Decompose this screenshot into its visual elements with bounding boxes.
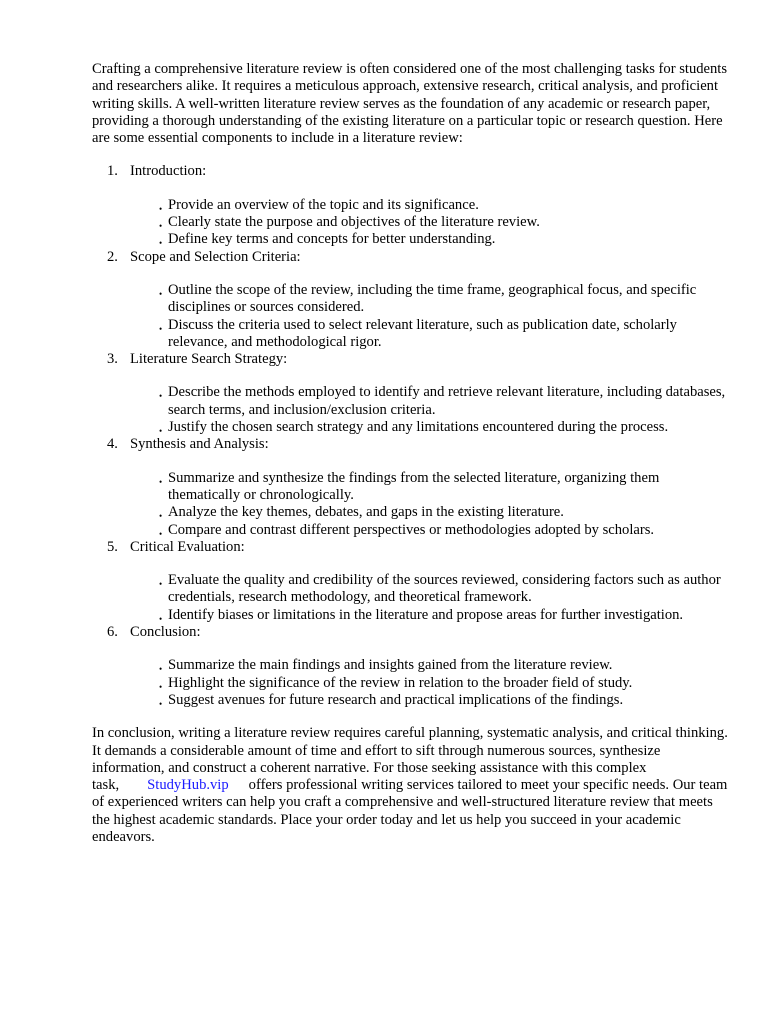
bullet-list	[92, 572, 728, 624]
bullet-icon: •	[159, 511, 163, 522]
section-title: Conclusion:	[130, 624, 201, 641]
list-item	[159, 657, 728, 675]
section-number: 4.	[107, 436, 118, 453]
section-heading	[92, 351, 728, 368]
section-number: 1.	[107, 163, 118, 180]
list-item-text: Discuss the criteria used to select relevant literature, such as publication date, scholarly relevance, and methodological rigor.	[168, 316, 677, 350]
bullet-icon: •	[159, 528, 163, 539]
list-item	[159, 572, 728, 607]
section-title: Critical Evaluation:	[130, 538, 245, 555]
bullet-icon: •	[159, 698, 163, 709]
section-number: 5.	[107, 538, 118, 555]
bullet-list	[92, 470, 728, 539]
closing-text-before-link: In conclusion, writing a literature review requires careful planning, systematic analysis, and critical thinking. It demands a considerable amount of time and effort to sift through numerous sources, synthesize information, and construct a coherent narrative. For those seeking assistance with this complex task,	[92, 725, 728, 794]
section-heading	[92, 624, 728, 641]
list-item	[159, 316, 728, 352]
list-item-text: Provide an overview of the topic and its significance.	[168, 196, 479, 213]
list-item	[159, 419, 728, 437]
section-number: 6.	[107, 624, 118, 641]
bullet-icon: •	[159, 288, 163, 299]
list-item	[159, 196, 728, 214]
bullet-icon: •	[159, 664, 163, 675]
list-item	[159, 214, 728, 232]
list-item-text: Define key terms and concepts for better understanding.	[168, 231, 496, 248]
list-item	[159, 606, 728, 624]
section-title: Scope and Selection Criteria:	[130, 248, 301, 265]
list-item-text: Outline the scope of the review, including the time frame, geographical focus, and specific disciplines or sources considered.	[168, 281, 697, 316]
list-item-text: Highlight the significance of the review in relation to the broader field of study.	[168, 674, 633, 691]
section-conclusion	[92, 624, 728, 709]
list-item-text: Identify biases or limitations in the literature and propose areas for further investigation.	[168, 606, 684, 623]
bullet-icon: •	[159, 221, 163, 232]
section-scope	[92, 249, 728, 351]
section-critical-evaluation	[92, 539, 728, 624]
document-page	[92, 61, 728, 846]
list-item-text: Describe the methods employed to identify and retrieve relevant literature, including databases, search terms, and inclusion/exclusion criteria.	[168, 384, 726, 418]
list-item	[159, 691, 728, 709]
bullet-icon: •	[159, 579, 163, 590]
list-item-text: Summarize the main findings and insights gained from the literature review.	[168, 657, 613, 674]
list-item-text: Suggest avenues for future research and practical implications of the findings.	[168, 691, 624, 708]
section-search-strategy	[92, 351, 728, 436]
bullet-list	[92, 384, 728, 436]
closing-paragraph	[92, 725, 728, 846]
list-item-text: Justify the chosen search strategy and any limitations encountered during the process.	[168, 419, 669, 436]
studyhub-link[interactable]: StudyHub.vip	[147, 777, 229, 794]
section-title: Introduction:	[130, 163, 207, 180]
bullet-icon: •	[159, 426, 163, 437]
bullet-icon: •	[159, 681, 163, 692]
bullet-icon: •	[159, 203, 163, 214]
section-number: 3.	[107, 351, 118, 368]
section-introduction	[92, 163, 728, 248]
components-list	[92, 163, 728, 709]
bullet-icon: •	[159, 238, 163, 249]
list-item-text: Analyze the key themes, debates, and gaps in the existing literature.	[168, 504, 564, 521]
bullet-list	[92, 657, 728, 709]
intro-paragraph: Crafting a comprehensive literature review is often considered one of the most challenging tasks for students and researchers alike. It requires a meticulous approach, extensive research, critical analysis, and proficient writing skills. A well-written literature review serves as the foundation of any academic or research paper, providing a thorough understanding of the existing literature on a particular topic or research question. Here are some essential components to include in a literature review:	[92, 61, 728, 147]
list-item-text: Summarize and synthesize the findings from the selected literature, organizing them thematically or chronologically.	[168, 469, 660, 503]
section-synthesis	[92, 436, 728, 538]
bullet-icon: •	[159, 323, 163, 334]
section-title: Synthesis and Analysis:	[130, 436, 269, 453]
list-item-text: Evaluate the quality and credibility of the sources reviewed, considering factors such as author credentials, research methodology, and theoretical framework.	[168, 572, 721, 606]
section-heading	[92, 436, 728, 453]
list-item	[159, 231, 728, 249]
list-item	[159, 281, 728, 317]
list-item-text: Clearly state the purpose and objectives of the literature review.	[168, 214, 540, 231]
section-title: Literature Search Strategy:	[130, 351, 288, 368]
list-item-text: Compare and contrast different perspectives or methodologies adopted by scholars.	[168, 521, 655, 538]
list-item	[159, 504, 728, 522]
section-heading	[92, 163, 728, 180]
list-item	[159, 674, 728, 692]
bullet-icon: •	[159, 391, 163, 402]
section-number: 2.	[107, 248, 118, 265]
section-heading	[92, 249, 728, 266]
list-item	[159, 521, 728, 539]
list-item	[159, 384, 728, 419]
bullet-icon: •	[159, 613, 163, 624]
bullet-list	[92, 197, 728, 249]
list-item	[159, 469, 728, 505]
section-heading	[92, 539, 728, 556]
bullet-icon: •	[159, 476, 163, 487]
bullet-list	[92, 282, 728, 351]
closing-text-after-link: offers professional writing services tailored to meet your specific needs. Our team of experienced writers can help you craft a comprehensive and well-structured literature review that meets the highest academic standards. Place your order today and let us help you succeed in your academic endeavors.	[92, 777, 728, 845]
